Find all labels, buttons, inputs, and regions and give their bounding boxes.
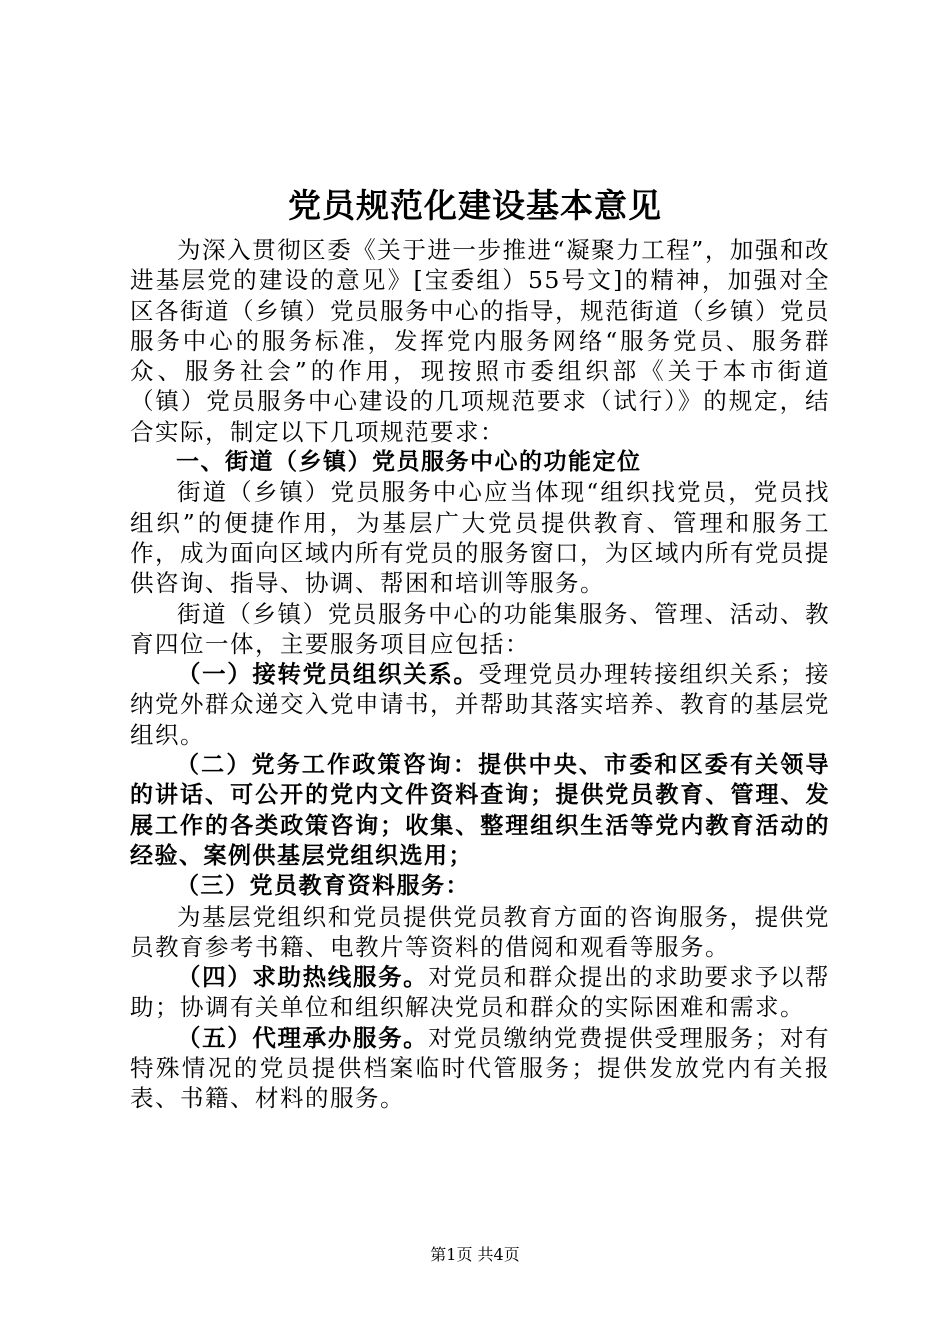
service-item-1-lead: （一）接转党员组织关系。 (177, 660, 479, 689)
section-heading-1: 一、街道（乡镇）党员服务中心的功能定位 (176, 449, 642, 476)
service-item-2: （二）党务工作政策咨询：提供中央、市委和区委有关领导的讲话、可公开的党内文件资料查询；提供党员教育、管理、发展工作的各类政策咨询；收集、整理组织生活等党内教育活动的经验、案例供基层党组织选用； (130, 752, 830, 869)
page-number-footer: 第1页 共4页 (430, 1245, 520, 1264)
service-item-5-lead: （五）代理承办服务。 (177, 1023, 429, 1052)
service-item-1 (130, 659, 830, 750)
service-item-5-text: 对党员缴纳党费提供受理服务；对有特殊情况的党员提供档案临时代管服务；提供发放党内有关报表、书籍、材料的服务。 (130, 1023, 831, 1113)
service-item-5 (130, 1023, 830, 1114)
service-item-4-lead: （四）求助热线服务。 (177, 963, 429, 992)
service-item-4 (130, 962, 830, 1023)
service-item-1-text: 受理党员办理转接组织关系；接纳党外群众递交入党申请书，并帮助其落实培养、教育的基层党组织。 (130, 660, 831, 749)
document-body (130, 235, 830, 1114)
service-item-4-text: 对党员和群众提出的求助要求予以帮助；协调有关单位和组织解决党员和群众的实际困难和需求。 (130, 963, 831, 1022)
service-item-3-heading: （三）党员教育资料服务： (176, 873, 470, 900)
function-paragraph: 街道（乡镇）党员服务中心应当体现“组织找党员，党员找组织”的便捷作用，为基层广大党员提供教育、管理和服务工作，成为面向区域内所有党员的服务窗口，为区域内所有党员提供咨询、指导、协调、帮困和培训等服务。 (130, 478, 830, 598)
document-title: 党员规范化建设基本意见 (288, 186, 662, 225)
service-item-3-text: 为基层党组织和党员提供党员教育方面的咨询服务，提供党员教育参考书籍、电教片等资料的借阅和观看等服务。 (130, 902, 830, 961)
intro-paragraph: 为深入贯彻区委《关于进一步推进“凝聚力工程”，加强和改进基层党的建设的意见》[宝委组）55号文]的精神，加强对全区各街道（乡镇）党员服务中心的指导，规范街道（乡镇）党员服务中心的服务标准，发挥党内服务网络“服务党员、服务群众、服务社会”的作用，现按照市委组织部《关于本市街道（镇）党员服务中心建设的几项规范要求（试行）》的规定，结合实际，制定以下几项规范要求： (130, 236, 830, 446)
services-intro-paragraph: 街道（乡镇）党员服务中心的功能集服务、管理、活动、教育四位一体，主要服务项目应包括： (130, 599, 830, 658)
